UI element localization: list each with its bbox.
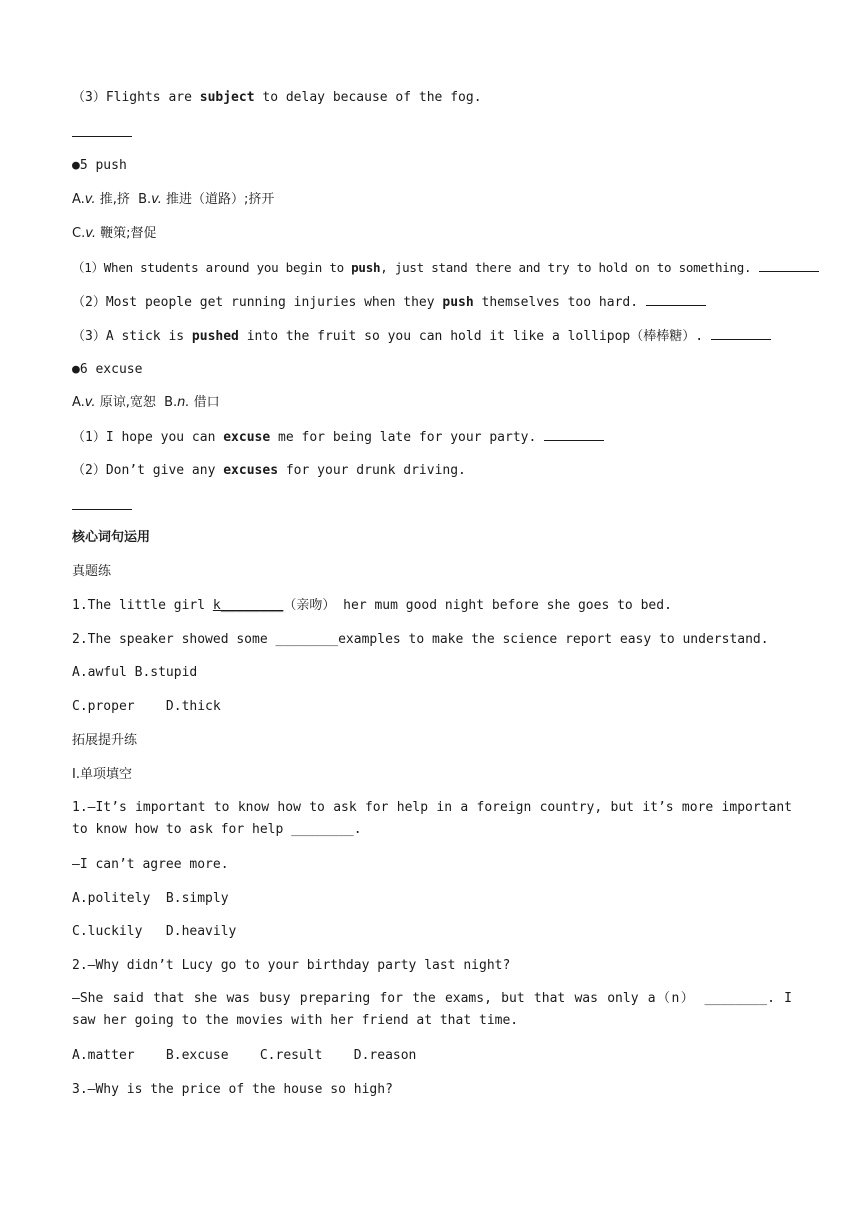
exercise-2: 2.—Why didn’t Lucy go to your birthday party last night?: [72, 958, 511, 973]
answer-blank[interactable]: [711, 328, 771, 340]
exercise-2-reply: —She said that she was busy preparing for the exams, but that was only a（n） ________. I saw her going to the movies with her friend at that time.: [72, 991, 792, 1028]
push-options-ab: A.v. 推,挤 B.v. 推进（道路）;挤开: [72, 192, 275, 207]
push-sentence-3: （3）A stick is pushed into the fruit so you can hold it like a lollipop（棒棒糖）.: [72, 328, 771, 345]
question-2: 2.The speaker showed some ________examples to make the science report easy to understand.: [72, 632, 769, 647]
excuse-options: A.v. 原谅,宽恕 B.n. 借口: [72, 395, 220, 410]
subsection-zhentilian: 真题练: [72, 564, 112, 579]
exercise-1: 1.—It’s important to know how to ask for help in a foreign country, but it’s more important to know how to ask for help ________.: [72, 800, 792, 837]
push-sentence-2: （2）Most people get running injuries when they push themselves too hard.: [72, 294, 706, 311]
exercise-2-options: A.matter B.excuse C.result D.reason: [72, 1048, 417, 1063]
answer-blank[interactable]: [544, 429, 604, 441]
exercise-1-options-cd: C.luckily D.heavily: [72, 924, 237, 939]
question-2-options-cd: C.proper D.thick: [72, 699, 221, 714]
exercise-3: 3.—Why is the price of the house so high?: [72, 1082, 393, 1097]
word-heading-excuse: ●6 excuse: [72, 362, 143, 377]
question-2-options-ab: A.awful B.stupid: [72, 665, 198, 680]
section-heading: 核心词句运用: [72, 530, 151, 545]
answer-blank-line[interactable]: [72, 509, 132, 510]
question-1: 1.The little girl k________（亲吻） her mum good night before she goes to bed.: [72, 598, 672, 613]
answer-blank[interactable]: [759, 260, 819, 272]
subsection-tuozhan: 拓展提升练: [72, 733, 138, 748]
answer-blank-line[interactable]: [72, 136, 132, 137]
excuse-sentence-2: （2）Don’t give any excuses for your drunk driving.: [72, 463, 466, 478]
item-3-subject: （3）Flights are subject to delay because of the fog.: [72, 90, 482, 105]
push-sentence-1: （1）When students around you begin to push, just stand there and try to hold on to something.: [72, 260, 819, 276]
exercise-1-options-ab: A.politely B.simply: [72, 891, 229, 906]
word-heading-push: ●5 push: [72, 158, 127, 173]
part-heading: Ⅰ.单项填空: [72, 767, 132, 782]
exercise-1-reply: —I can’t agree more.: [72, 857, 229, 872]
push-option-c: C.v. 鞭策;督促: [72, 226, 157, 241]
answer-blank[interactable]: [646, 294, 706, 306]
excuse-sentence-1: （1）I hope you can excuse me for being late for your party.: [72, 429, 604, 446]
